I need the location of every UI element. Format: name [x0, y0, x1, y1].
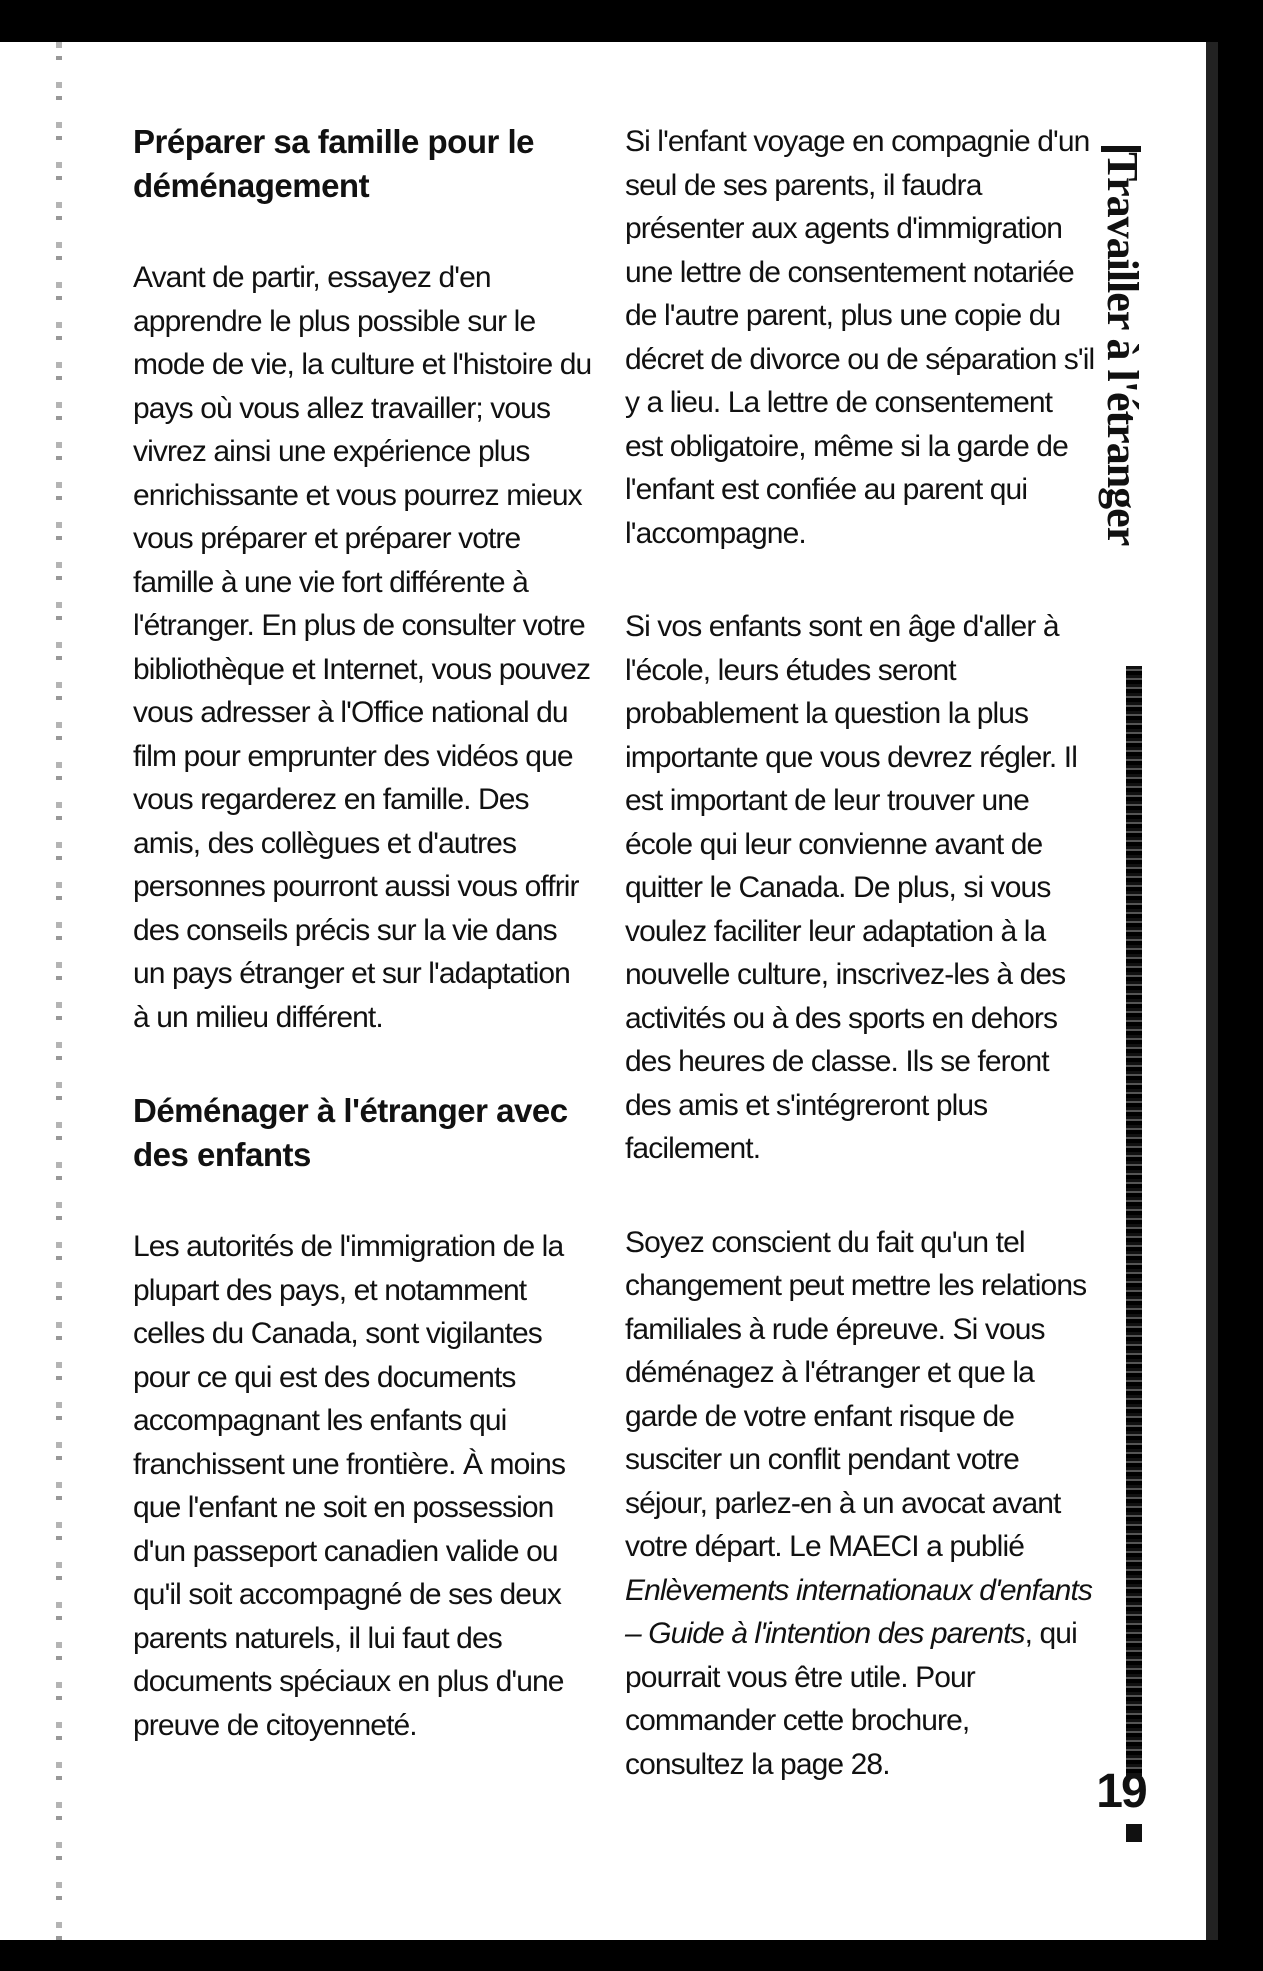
left-column	[133, 120, 593, 1747]
paragraph-prepare-family: Avant de partir, essayez d'en apprendre le plus possible sur le mode de vie, la culture et l'histoire du pays où vous allez travailler; vous vivrez ainsi une expérience plus enrichissante et vous pourrez mieux vous préparer et préparer votre famille à une vie fort différente à l'étranger. En plus de consulter votre bibliothèque et Internet, vous pouvez vous adresser à l'Office national du film pour emprunter des vidéos que vous regarderez en famille. Des amis, des collègues et d'autres personnes pourront aussi vous offrir des conseils précis sur la vie dans un pays étranger et sur l'adaptation à un milieu différent.	[133, 261, 592, 1034]
page-number: 19	[1096, 1765, 1146, 1818]
side-decorative-rule	[1126, 666, 1142, 1776]
scan-edge-right	[1206, 42, 1218, 1940]
right-column	[625, 120, 1095, 1786]
guide-title: Enlèvements internationaux d'enfants – Guide à l'intention des parents	[625, 1573, 1092, 1650]
heading-prepare-family: Préparer sa famille pour le déménagement	[133, 123, 535, 204]
side-running-title	[1098, 152, 1158, 672]
scan-edge-noise	[56, 42, 62, 1940]
document-page	[0, 42, 1218, 1940]
paragraph-single-parent-travel: Si l'enfant voyage en compagnie d'un seul de ses parents, il faudra présenter aux agents d'immigration une lettre de consentement notariée de l'autre parent, plus une copie du décret de divorce ou de séparation s'il y a lieu. La lettre de consentement est obligatoire, même si la garde de l'enfant est confiée au parent qui l'accompagne.	[625, 125, 1095, 550]
side-title-text: Travailler à l'étranger	[1098, 152, 1147, 546]
family-relations-text-end: , qui pourrait vous être utile. Pour commander cette brochure, consultez la page 28.	[625, 1617, 1077, 1781]
heading-moving-with-children: Déménager à l'étranger avec des enfants	[133, 1092, 568, 1173]
paragraph-family-relations	[625, 1221, 1095, 1787]
paragraph-immigration-documents: Les autorités de l'immigration de la plupart des pays, et notamment celles du Canada, sont vigilantes pour ce qui est des documents accompagnant les enfants qui franchissent une frontière. À moins que l'enfant ne soit en possession d'un passeport canadien valide ou qu'il soit accompagné de ses deux parents naturels, il lui faut des documents spéciaux en plus d'une preuve de citoyenneté.	[133, 1230, 566, 1742]
family-relations-text: Soyez conscient du fait qu'un tel changement peut mettre les relations familiales à rude épreuve. Si vous déménagez à l'étranger et que la garde de votre enfant risque de susciter un conflit pendant votre séjour, parlez-en à un avocat avant votre départ. Le MAECI a publié	[625, 1225, 1087, 1563]
page-number-rule	[1126, 1824, 1142, 1842]
paragraph-school-age-children: Si vos enfants sont en âge d'aller à l'école, leurs études seront probablement la question la plus importante que vous devrez régler. Il est important de leur trouver une école qui leur convienne avant de quitter le Canada. De plus, si vous voulez faciliter leur adaptation à la nouvelle culture, inscrivez-les à des activités ou à des sports en dehors des heures de classe. Ils se feront des amis et s'intégreront plus facilement.	[625, 610, 1077, 1165]
